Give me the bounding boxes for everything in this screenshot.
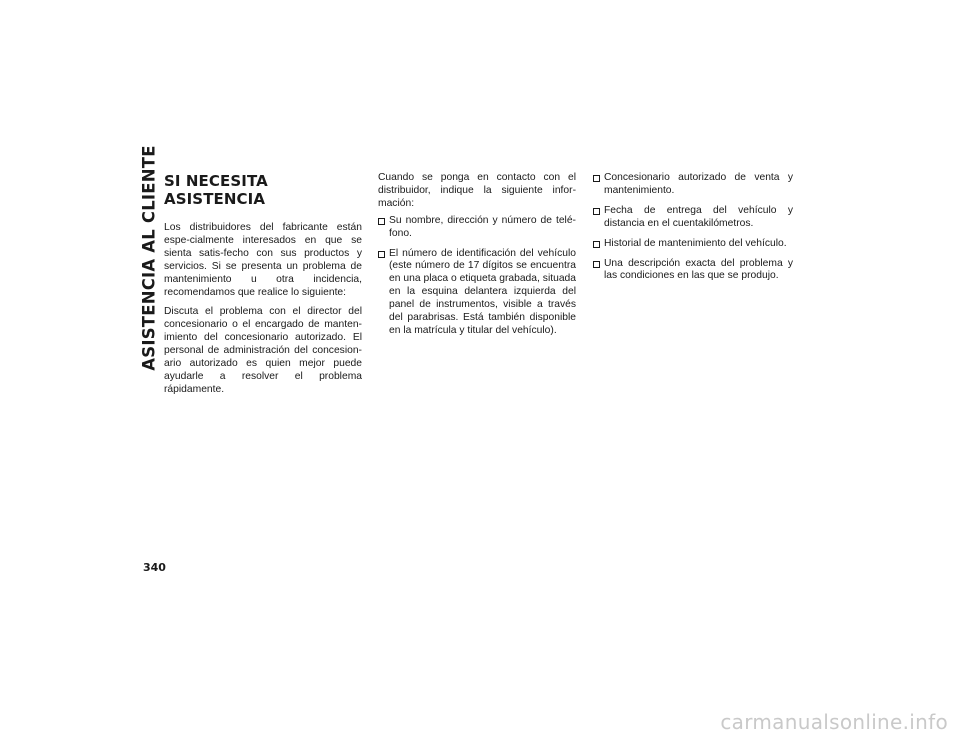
side-section-title-text: ASISTENCIA AL CLIENTE bbox=[139, 145, 159, 371]
checkbox-square-icon bbox=[593, 208, 600, 215]
list-item bbox=[593, 172, 793, 198]
column-3 bbox=[593, 172, 793, 290]
checkbox-square-icon bbox=[593, 261, 600, 268]
checkbox-square-icon bbox=[378, 251, 385, 258]
watermark: carmanualsonline.info bbox=[720, 710, 948, 734]
list-item-text: El número de identificación del vehículo (este número de 17 dígitos se encuentra en una placa o etiqueta grabada, situada en la esquina delantera izquierda del panel de instrumentos, visible a través del parabrisas. Está también disponible en la matrícula y titular del vehículo). bbox=[389, 247, 576, 336]
list-item-text: Fecha de entrega del vehículo y distancia en el cuentakilómetros. bbox=[604, 204, 793, 229]
list-item bbox=[378, 248, 576, 338]
checkbox-square-icon bbox=[378, 218, 385, 225]
checkbox-square-icon bbox=[593, 241, 600, 248]
list-item-text: Historial de mantenimiento del vehículo. bbox=[604, 237, 787, 249]
list-item-text: Concesionario autorizado de venta y mantenimiento. bbox=[604, 172, 793, 196]
contact-lead: Cuando se ponga en contacto con el distribuidor, indique la siguiente infor-mación: bbox=[378, 172, 576, 209]
section-heading: SI NECESITA ASISTENCIA bbox=[164, 172, 268, 208]
list-item bbox=[593, 258, 793, 284]
advice-paragraph: Discuta el problema con el director del concesionario o el encargado de manten-imiento del concesionario autorizado. El personal de administración del concesion-ario autorizado es quien mejor puede ayudarle a resolver el problema rápidamente. bbox=[164, 306, 362, 395]
intro-paragraph: Los distribuidores del fabricante están espe-cialmente interesados en que se sienta satis-fecho con sus productos y servicios. Si se presenta un problema de mantenimiento u otra incidencia, recomendamos que realice lo siguiente: bbox=[164, 222, 362, 298]
list-item bbox=[593, 238, 793, 251]
list-item-text: Una descripción exacta del problema y las condiciones en las que se produjo. bbox=[604, 257, 793, 282]
column-2 bbox=[378, 172, 576, 345]
list-item bbox=[378, 215, 576, 241]
contact-info-list-continued bbox=[593, 172, 793, 283]
column-1 bbox=[164, 172, 362, 404]
checkbox-square-icon bbox=[593, 175, 600, 182]
page-number: 340 bbox=[143, 561, 166, 574]
contact-info-list bbox=[378, 215, 576, 338]
list-item-text: Su nombre, dirección y número de telé-fono. bbox=[389, 214, 576, 239]
side-section-title bbox=[136, 145, 162, 371]
list-item bbox=[593, 205, 793, 231]
